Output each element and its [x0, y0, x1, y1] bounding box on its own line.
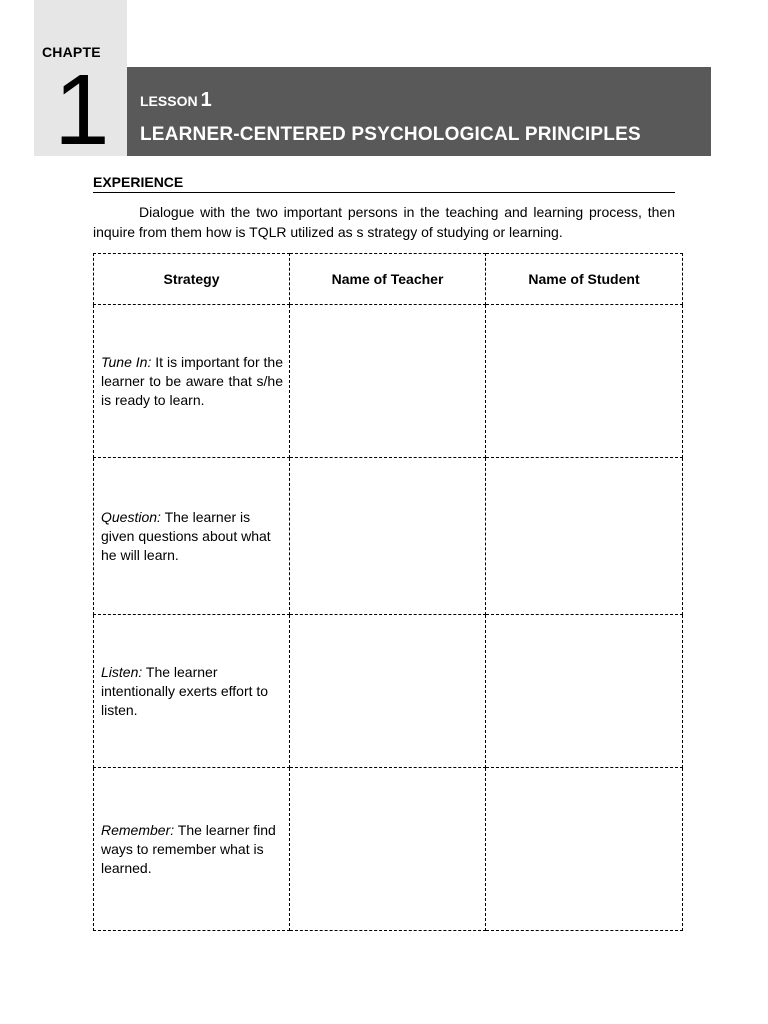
lesson-number: 1 [200, 89, 212, 111]
tqlr-table [93, 253, 683, 931]
strategy-cell [94, 305, 290, 458]
strategy-name: Remember: [101, 821, 175, 838]
teacher-answer-cell[interactable] [290, 768, 486, 931]
lesson-label-line [140, 89, 212, 112]
strategy-description: It is important for the learner to be aware that s/he is ready to learn. [101, 353, 283, 408]
student-answer-cell[interactable] [486, 615, 683, 768]
chapter-label: CHAPTE [42, 44, 101, 60]
header-teacher: Name of Teacher [290, 254, 486, 305]
strategy-name: Question: [101, 508, 161, 525]
table-row [94, 458, 683, 615]
lesson-label: LESSON [140, 93, 198, 109]
strategy-cell [94, 458, 290, 615]
student-answer-cell[interactable] [486, 768, 683, 931]
table-header-row [94, 254, 683, 305]
teacher-answer-cell[interactable] [290, 615, 486, 768]
strategy-description: The learner intentionally exerts effort to listen. [101, 663, 269, 718]
table-row [94, 768, 683, 931]
intro-paragraph: Dialogue with the two important persons in the teaching and learning process, then inquire from them how is TQLR utilized as s strategy of studying or learning. [93, 204, 675, 240]
table-row [94, 615, 683, 768]
teacher-answer-cell[interactable] [290, 305, 486, 458]
teacher-answer-cell[interactable] [290, 458, 486, 615]
header-strategy: Strategy [94, 254, 290, 305]
strategy-description: The learner find ways to remember what is learned. [101, 821, 276, 876]
student-answer-cell[interactable] [486, 305, 683, 458]
table-row [94, 305, 683, 458]
strategy-name: Tune In: [101, 353, 152, 370]
strategy-description: The learner is given questions about what he will learn. [101, 508, 271, 563]
strategy-name: Listen: [101, 663, 143, 680]
header-student: Name of Student [486, 254, 683, 305]
chapter-number: 1 [54, 54, 110, 166]
section-heading: EXPERIENCE [93, 174, 675, 193]
lesson-title: LEARNER-CENTERED PSYCHOLOGICAL PRINCIPLES [140, 124, 641, 145]
strategy-cell [94, 768, 290, 931]
strategy-cell [94, 615, 290, 768]
student-answer-cell[interactable] [486, 458, 683, 615]
